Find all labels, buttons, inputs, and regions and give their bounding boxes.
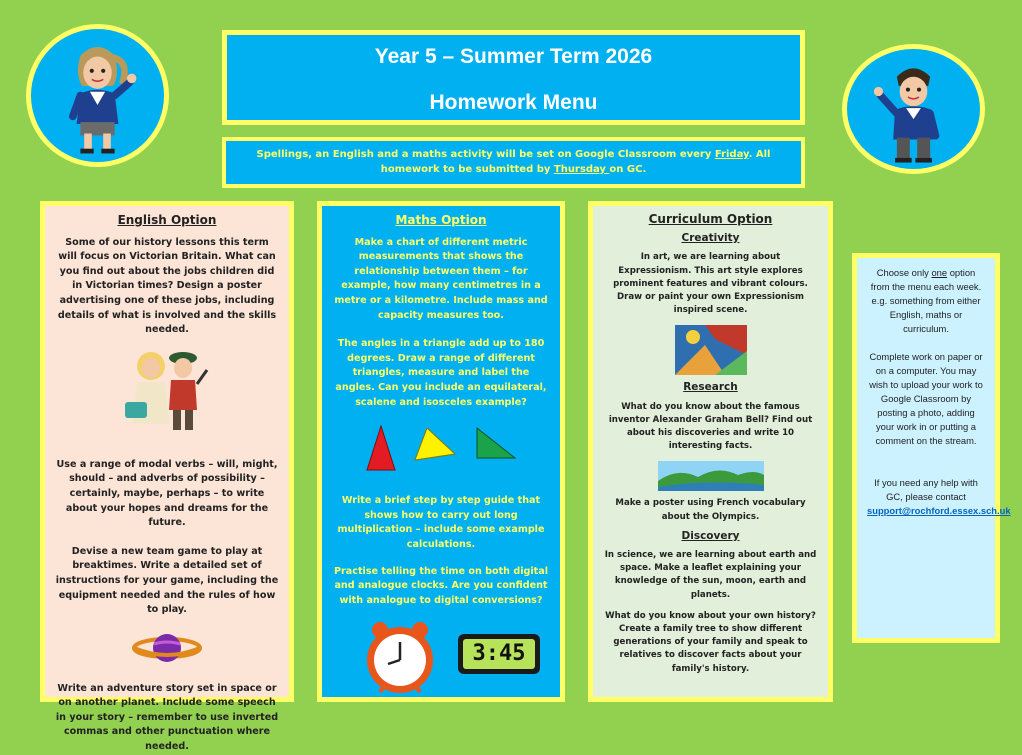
digital-clock-icon <box>458 634 540 674</box>
instructions-panel <box>852 253 1011 643</box>
curriculum-heading: Curriculum Option <box>648 212 773 226</box>
french-olympics-text: Make a poster using French vocabulary about the Olympics. <box>615 498 806 522</box>
maths-task-triangles: The angles in a triangle add up to 180 degrees. Draw a range of different triangles, measure and label the angles. Can you include an equilateral, scalene and isosceles example? <box>335 338 547 408</box>
english-task-modal-verbs: Use a range of modal verbs – will, might, should – and adverbs of possibility – certainly, maybe, perhaps – to write about your hopes and dreams for the future. <box>56 458 278 529</box>
homework-notice <box>222 137 805 188</box>
discovery-heading: Discovery <box>681 529 740 542</box>
complete-instruction: Complete work on paper or on a computer. You may wish to upload your work to Google Classroom by posting a photo, adding your work in or putting a comment on the stream. <box>869 351 983 446</box>
creativity-text: In art, we are learning about Expressionism. This art style explores prominent features and vibrant colours. Draw or paint your own Expressionism inspired scene. <box>613 252 808 316</box>
english-task-victorian: Some of our history lessons this term will focus on Victorian Britain. What can you find out about the jobs children did in Victorian times? Design a poster advertising one of these jobs, including details of what is involved and the skills needed. <box>57 236 277 336</box>
victorian-children-image <box>121 344 213 436</box>
landscape-image <box>658 461 764 491</box>
notice-text-2: . All homework to be submitted by <box>380 149 771 175</box>
maths-heading: Maths Option <box>395 213 487 227</box>
help-text: If you need any help with GC, please contact <box>874 477 978 502</box>
triangles-image <box>361 424 521 474</box>
expressionism-painting-image <box>675 325 747 375</box>
english-heading: English Option <box>117 213 217 227</box>
page-subtitle: Homework Menu <box>429 91 598 114</box>
notice-day-thursday: Thursday <box>553 164 610 175</box>
choose-instruction: Choose only one option from the menu each week. e.g. something from either English, maths or curriculum. <box>870 267 982 334</box>
english-option-panel <box>40 201 294 753</box>
maths-option-panel <box>317 201 565 702</box>
english-task-team-game: Devise a new team game to play at breaktimes. Write a detailed set of instructions for your game, including the equipment needed and the rules of how to play. <box>55 545 279 616</box>
clocks-image <box>332 620 550 694</box>
creativity-heading: Creativity <box>681 232 740 245</box>
planet-image <box>132 628 202 668</box>
maths-task-time: Practise telling the time on both digital and analogue clocks. Are you confident with analogue to digital conversions? <box>334 565 548 606</box>
english-task-adventure-story: Write an adventure story set in space or on another planet. Include some speech in your story – remember to use inverted commas and other punctuation where needed. <box>55 682 279 753</box>
maths-task-metric: Make a chart of different metric measurements that shows the relationship between them – for example, how many centimetres in a metre or a kilometre. Include mass and capacity measures too. <box>334 236 548 321</box>
girl-mascot-image <box>26 24 169 167</box>
digital-clock-display: 3:45 <box>463 639 535 669</box>
research-heading: Research <box>683 381 738 394</box>
boy-mascot-image <box>842 44 985 174</box>
support-email-link[interactable]: support@rochford.essex.sch.uk <box>867 505 1011 516</box>
maths-task-long-multiplication: Write a brief step by step guide that shows how to carry out long multiplication – include some example calculations. <box>337 495 545 550</box>
notice-day-friday: Friday <box>714 149 749 160</box>
page-title: Year 5 – Summer Term 2026 <box>374 45 653 68</box>
discovery-text-family: What do you know about your own history? Create a family tree to show different generations of your family and speak to relatives to discover facts about your family's history. <box>605 610 816 674</box>
curriculum-option-panel <box>588 201 833 702</box>
title-banner <box>222 30 805 125</box>
notice-text-3: on GC. <box>609 164 647 175</box>
analogue-clock-icon <box>360 620 440 696</box>
notice-text-1: Spellings, an English and a maths activity will be set on Google Classroom every <box>256 149 715 160</box>
research-text: What do you know about the famous inventor Alexander Graham Bell? Find out about his discoveries and write 10 interesting facts. <box>608 401 813 452</box>
discovery-text-space: In science, we are learning about earth and space. Make a leaflet explaining your knowledge of the sun, moon, earth and planets. <box>604 550 817 600</box>
